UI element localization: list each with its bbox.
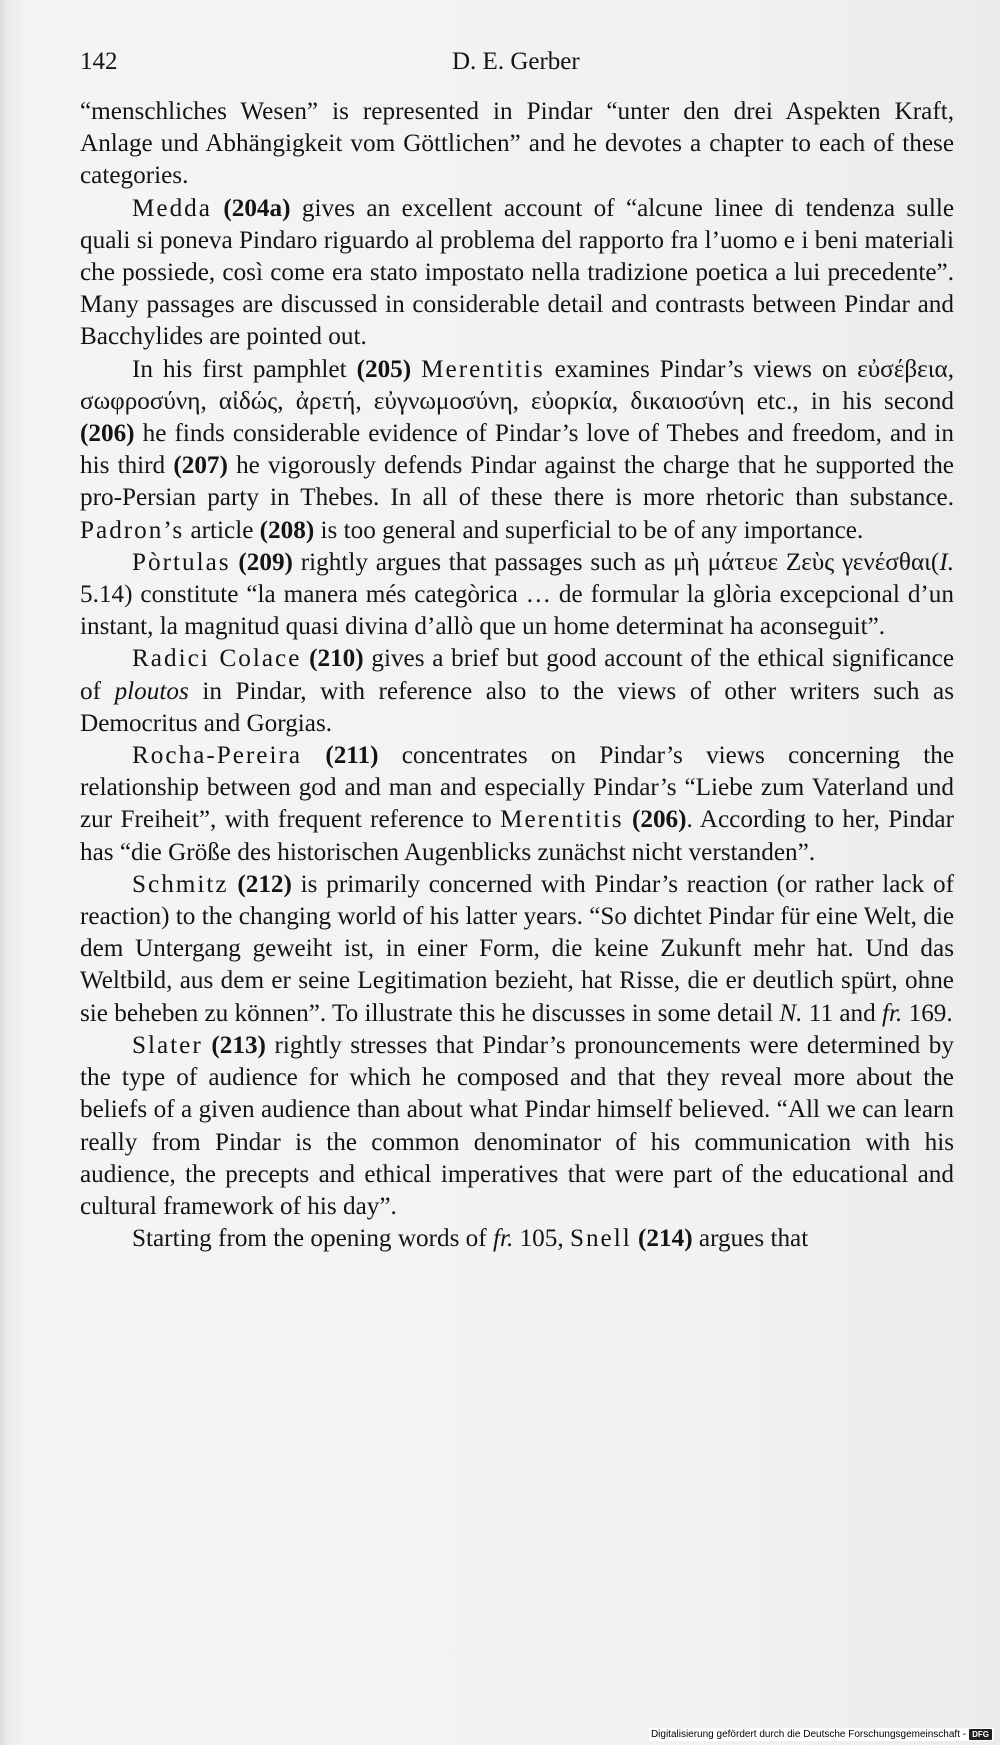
reference-number: (212) [237, 870, 292, 898]
running-author: D. E. Gerber [452, 48, 580, 75]
author-name: Slater [132, 1031, 203, 1059]
dfg-logo-icon: DFG [969, 1729, 992, 1740]
reference-number: (208) [259, 516, 315, 544]
paragraph-medda: Medda (204a) gives an excellent account of “alcune linee di tendenza sulle quali si poneva Pindaro riguardo al problema del rapporto fra l’uomo e i beni materiali che possiede, così come era stato impostato nella tradizione poetica a lui precedente”. Many passages are discussed in considerable detail and contrasts between Pindar and Bacchylides are pointed out. [80, 194, 954, 351]
author-name: Merentitis [500, 806, 624, 834]
author-name: Radici Colace [132, 645, 302, 673]
page-number: 142 [80, 48, 118, 75]
paragraph-rocha-pereira: Rocha-Pereira (211) concentrates on Pindar’s views concerning the relationship between god and man and especially Pindar’s “Liebe zum Vaterland und zur Freiheit”, with frequent reference to Merentitis (206). According to her, Pindar has “die Größe des historischen Augenblicks zunächst nicht verstanden”. [80, 742, 954, 866]
reference-number: (207) [173, 452, 228, 480]
author-name: Pòrtulas [132, 548, 231, 576]
paragraph-schmitz: Schmitz (212) is primarily concerned with Pindar’s reaction (or rather lack of reaction) to the changing world of his latter years. “So dichtet Pindar für eine Welt, die dem Untergang geweiht ist, in einer Form, die keine Zukunft mehr hat. Und das Weltbild, aus dem er seine Legitimation bezieht, hat Risse, die er deutlich spürt, ohne sie beheben zu können”. To illustrate this he discusses in some detail N. 11 and fr. 169. [80, 870, 955, 1027]
author-name: Merentitis [421, 355, 545, 383]
citation: fr. [492, 1225, 514, 1253]
running-header [80, 48, 954, 82]
author-name: Medda [132, 194, 212, 222]
paragraph-slater: Slater (213) rightly stresses that Pindar’s pronouncements were determined by the type of audience for which he composed and that they reveal more about the beliefs of a given audience than about what Pindar himself believed. “All we can learn really from Pindar is the common denominator of his communication with his audience, the precepts and ethical imperatives that were part of the educational and cultural framework of his day”. [80, 1031, 954, 1220]
author-name: Snell [569, 1225, 632, 1253]
paragraph-continuation: “menschliches Wesen” is represented in Pindar “unter den drei Aspekten Kraft, Anlage und Abhängigkeit vom Göttlichen” and he devotes a chapter to each of these categories. [80, 98, 954, 190]
credit-text: Digitalisierung gefördert durch die Deutsche Forschungsgemeinschaft - [650, 1729, 967, 1740]
body-text [80, 96, 954, 1255]
reference-number: (213) [211, 1031, 266, 1059]
italic-term: ploutos [114, 677, 189, 705]
paragraph-portulas: Pòrtulas (209) rightly argues that passages such as μὴ μάτευε Ζεὺς γενέσθαι(I. 5.14) constitute “la manera més categòrica … de formular la glòria excepcional d’un instant, la magnitud quasi divina d’allò que un home determinat ha aconseguit”. [80, 548, 954, 641]
author-name: Schmitz [132, 870, 229, 898]
paragraph-snell: Starting from the opening words of fr. 105, Snell (214) argues that [132, 1225, 809, 1253]
reference-number: (210) [309, 645, 364, 673]
reference-number: (204a) [223, 194, 291, 222]
digitization-credit [649, 1728, 994, 1741]
author-name: Padron’s [80, 516, 185, 544]
paragraph-merentitis: In his first pamphlet (205) Merentitis examines Pindar’s views on εὐσέβεια, σωφροσύνη, αἰδώς, ἀρετή, εὐγνωμοσύνη, εὐορκία, δικαιοσύνη etc., in his second (206) he finds considerable evidence of Pindar’s love of Thebes and freedom, and in his third (207) he vigorously defends Pindar against the charge that he supported the pro-Persian party in Thebes. In all of these there is more rhetoric than substance. Padron’s article (208) is too general and superficial to be of any importance. [80, 355, 954, 544]
paragraph-radici-colace: Radici Colace (210) gives a brief but good account of the ethical significance of ploutos in Pindar, with reference also to the views of other writers such as Democritus and Gorgias. [80, 645, 954, 737]
reference-number: (206) [631, 806, 687, 834]
reference-number: (209) [238, 548, 293, 576]
citation: I. [939, 548, 954, 576]
reference-number: (205) [356, 355, 412, 383]
author-name: Rocha-Pereira [132, 742, 303, 770]
citation: fr. [882, 999, 903, 1027]
citation: N. [779, 999, 803, 1027]
reference-number: (211) [325, 742, 379, 770]
reference-number: (206) [80, 420, 135, 448]
reference-number: (214) [638, 1225, 693, 1253]
